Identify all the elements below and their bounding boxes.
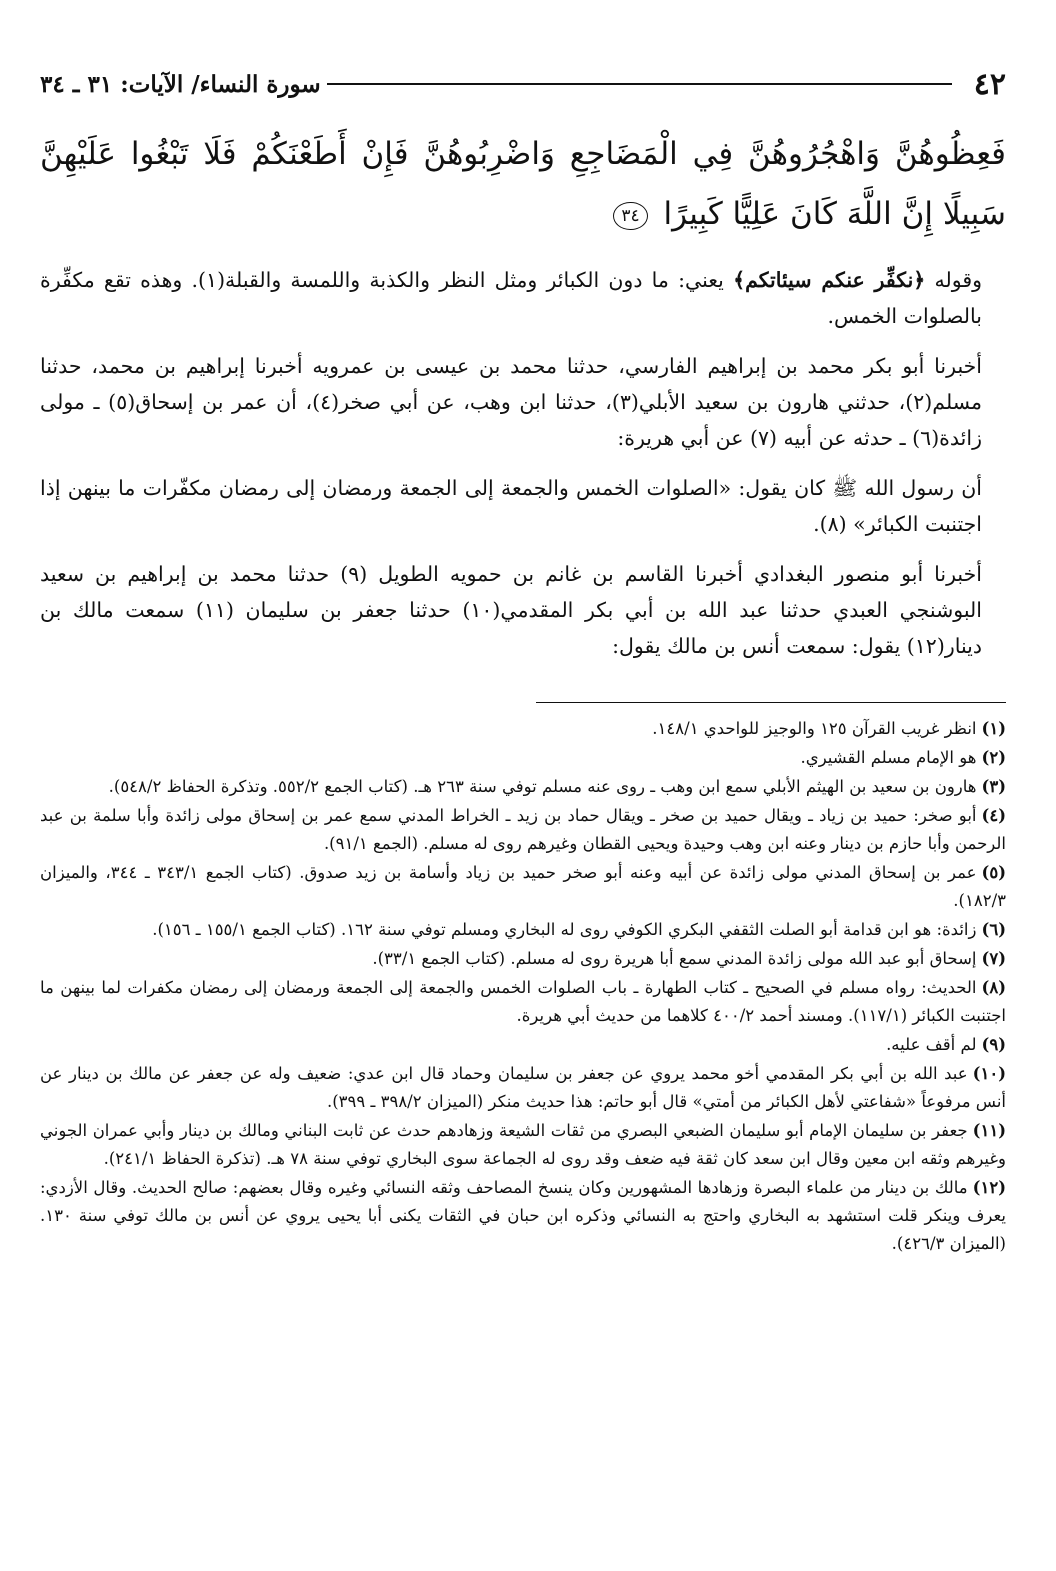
footnote — [40, 1060, 1006, 1116]
footnote — [40, 945, 1006, 973]
paragraph-commentary — [40, 262, 1006, 334]
footnote-number: (٢) — [981, 748, 1006, 767]
footnote-text: عبد الله بن أبي بكر المقدمي أخو محمد يروي عن جعفر بن سليمان وحماد قال ابن عدي: ضعيف وله عن جعفر عن مالك بن دينار عن أنس مرفوعاً «شفاعتي لأهل الكبائر من أمتي» قال أبو حاتم: هذا حديث منكر (الميزان ٣٩٨/٢ ـ ٣٩٩). — [40, 1064, 1006, 1111]
page-header — [40, 60, 1006, 108]
verse-text: فَعِظُوهُنَّ وَاهْجُرُوهُنَّ فِي الْمَضَاجِعِ وَاضْرِبُوهُنَّ فَإِنْ أَطَعْنَكُمْ فَلَا تَبْغُوا عَلَيْهِنَّ سَبِيلًا إِنَّ اللَّهَ كَانَ عَلِيًّا كَبِيرًا — [40, 136, 1006, 232]
main-text — [40, 262, 1006, 664]
book-page — [40, 60, 1006, 1259]
footnote — [40, 1117, 1006, 1173]
paragraph-hadith-text: أن رسول الله ﷺ كان يقول: «الصلوات الخمس والجمعة إلى الجمعة ورمضان إلى رمضان مكفّرات ما بينهن إذا اجتنبت الكبائر» (٨). — [40, 476, 982, 536]
footnote-text: عمر بن إسحاق المدني مولى زائدة عن أبيه وعنه أبو صخر حميد بن زياد وأسامة بن زيد صدوق. (كتاب الجمع ٣٤٣/١ ـ ٣٤٤، والميزان ١٨٢/٣). — [40, 863, 1006, 910]
footnote-number: (٨) — [981, 978, 1006, 997]
footnote-text: زائدة: هو ابن قدامة أبو الصلت الثقفي البكري الكوفي روى له البخاري ومسلم توفي سنة ١٦٢. (كتاب الجمع ١٥٥/١ ـ ١٥٦). — [152, 920, 977, 939]
footnote-number: (٤) — [981, 806, 1006, 825]
footnote — [40, 773, 1006, 801]
footnote-number: (١١) — [972, 1121, 1006, 1140]
footnote — [40, 916, 1006, 944]
footnote — [40, 859, 1006, 915]
footnotes — [40, 715, 1006, 1258]
paragraph-isnad-2: أخبرنا أبو منصور البغدادي أخبرنا القاسم بن غانم بن حمويه الطويل (٩) حدثنا محمد بن إبراهيم بن سعيد البوشنجي العبدي حدثنا عبد الله بن أبي بكر المقدمي(١٠) حدثنا جعفر بن سليمان (١١) سمعت مالك بن دينار(١٢) يقول: سمعت أنس بن مالك يقول: — [40, 562, 982, 658]
footnote-number: (١٠) — [972, 1064, 1006, 1083]
footnote-number: (٥) — [981, 863, 1006, 882]
paragraph-commentary-rest: يعني: ما دون الكبائر ومثل النظر والكذبة واللمسة والقبلة(١). وهذه تقع مكفِّرة بالصلوات الخمس. — [40, 268, 982, 328]
footnote-text: أبو صخر: حميد بن زياد ـ ويقال حميد بن صخر ـ ويقال حماد بن زيد ـ الخراط المدني سمع عمر بن إسحاق مولى زائدة وأبا سلمة بن عبد الرحمن وأبا حازم بن دينار وعنه ابن وهب وحيدة ويحيى القطان وغيرهم روى له مسلم. (الجمع ٩١/١). — [40, 806, 1006, 853]
footnote-number: (٩) — [981, 1035, 1006, 1054]
footnote-text: إسحاق أبو عبد الله مولى زائدة المدني سمع أبا هريرة روى له مسلم. (كتاب الجمع ٣٣/١). — [372, 949, 977, 968]
quran-verse — [40, 124, 1006, 244]
paragraph-commentary-intro: وقوله — [925, 268, 983, 292]
footnote-number: (١٢) — [972, 1178, 1006, 1197]
footnote-text: جعفر بن سليمان الإمام أبو سليمان الضبعي البصري من ثقات الشيعة وزهادهم حدث عن ثابت البناني ومالك بن دينار وأبي عمران الجوني وغيرهم وثقه ابن معين وقال ابن سعد كان ثقة فيه ضعف وقد روى له الجماعة سوى البخاري توفي سنة ٧٨ هـ. (تذكرة الحفاظ ٢٤١/١). — [40, 1121, 1006, 1168]
footnote — [40, 744, 1006, 772]
footnote-text: الحديث: رواه مسلم في الصحيح ـ كتاب الطهارة ـ باب الصلوات الخمس والجمعة إلى الجمعة ورمضان إلى رمضان مكفرات لما بينهن ما اجتنبت الكبائر (١١٧/١). ومسند أحمد ٤٠٠/٢ كلاهما من حديث أبي هريرة. — [40, 978, 1006, 1025]
footnote-number: (٧) — [981, 949, 1006, 968]
footnote-number: (٣) — [981, 777, 1006, 796]
paragraph-isnad-1: أخبرنا أبو بكر محمد بن إبراهيم الفارسي، حدثنا محمد بن عيسى بن عمرويه أخبرنا إبراهيم بن محمد، حدثنا مسلم(٢)، حدثني هارون بن سعيد الأبلي(٣)، حدثنا ابن وهب، عن أبي صخر(٤)، أن عمر بن إسحاق(٥) ـ مولى زائدة(٦) ـ حدثه عن أبيه (٧) عن أبي هريرة: — [40, 354, 982, 450]
footnote-text: هارون بن سعيد بن الهيثم الأبلي سمع ابن وهب ـ روى عنه مسلم توفي سنة ٢٦٣ هـ. (كتاب الجمع ٥٥٢/٢. وتذكرة الحفاظ ٥٤٨/٢). — [108, 777, 977, 796]
footnote — [40, 802, 1006, 858]
footnote — [40, 1031, 1006, 1059]
footnote — [40, 1174, 1006, 1258]
footnote — [40, 715, 1006, 743]
header-rule — [327, 83, 952, 85]
footnote-separator — [536, 702, 1006, 703]
surah-title: سورة النساء/ الآيات: ٣١ ـ ٣٤ — [40, 70, 321, 98]
footnote-number: (١) — [981, 719, 1006, 738]
verse-number-marker: ٣٤ — [613, 202, 647, 230]
footnote-text: مالك بن دينار من علماء البصرة وزهادها المشهورين وكان ينسخ المصاحف وثقه النسائي وغيره وقال بعضهم: صالح الحديث. وقال الأزدي: يعرف وينكر قلت استشهد به البخاري واحتج به النسائي وذكره ابن حبان في الثقات يكنى أبا يحيى يروي عن أنس بن مالك توفي سنة ١٣٠. (الميزان ٤٢٦/٣). — [40, 1178, 1006, 1253]
footnote-text: انظر غريب القرآن ١٢٥ والوجيز للواحدي ١٤٨/١. — [652, 719, 977, 738]
quoted-verse-fragment: ﴿نكفِّر عنكم سيئاتكم﴾ — [733, 268, 926, 292]
footnote-text: لم أقف عليه. — [886, 1035, 977, 1054]
footnote-text: هو الإمام مسلم القشيري. — [800, 748, 977, 767]
page-number: ٤٢ — [973, 66, 1006, 102]
footnote — [40, 974, 1006, 1030]
footnote-number: (٦) — [981, 920, 1006, 939]
